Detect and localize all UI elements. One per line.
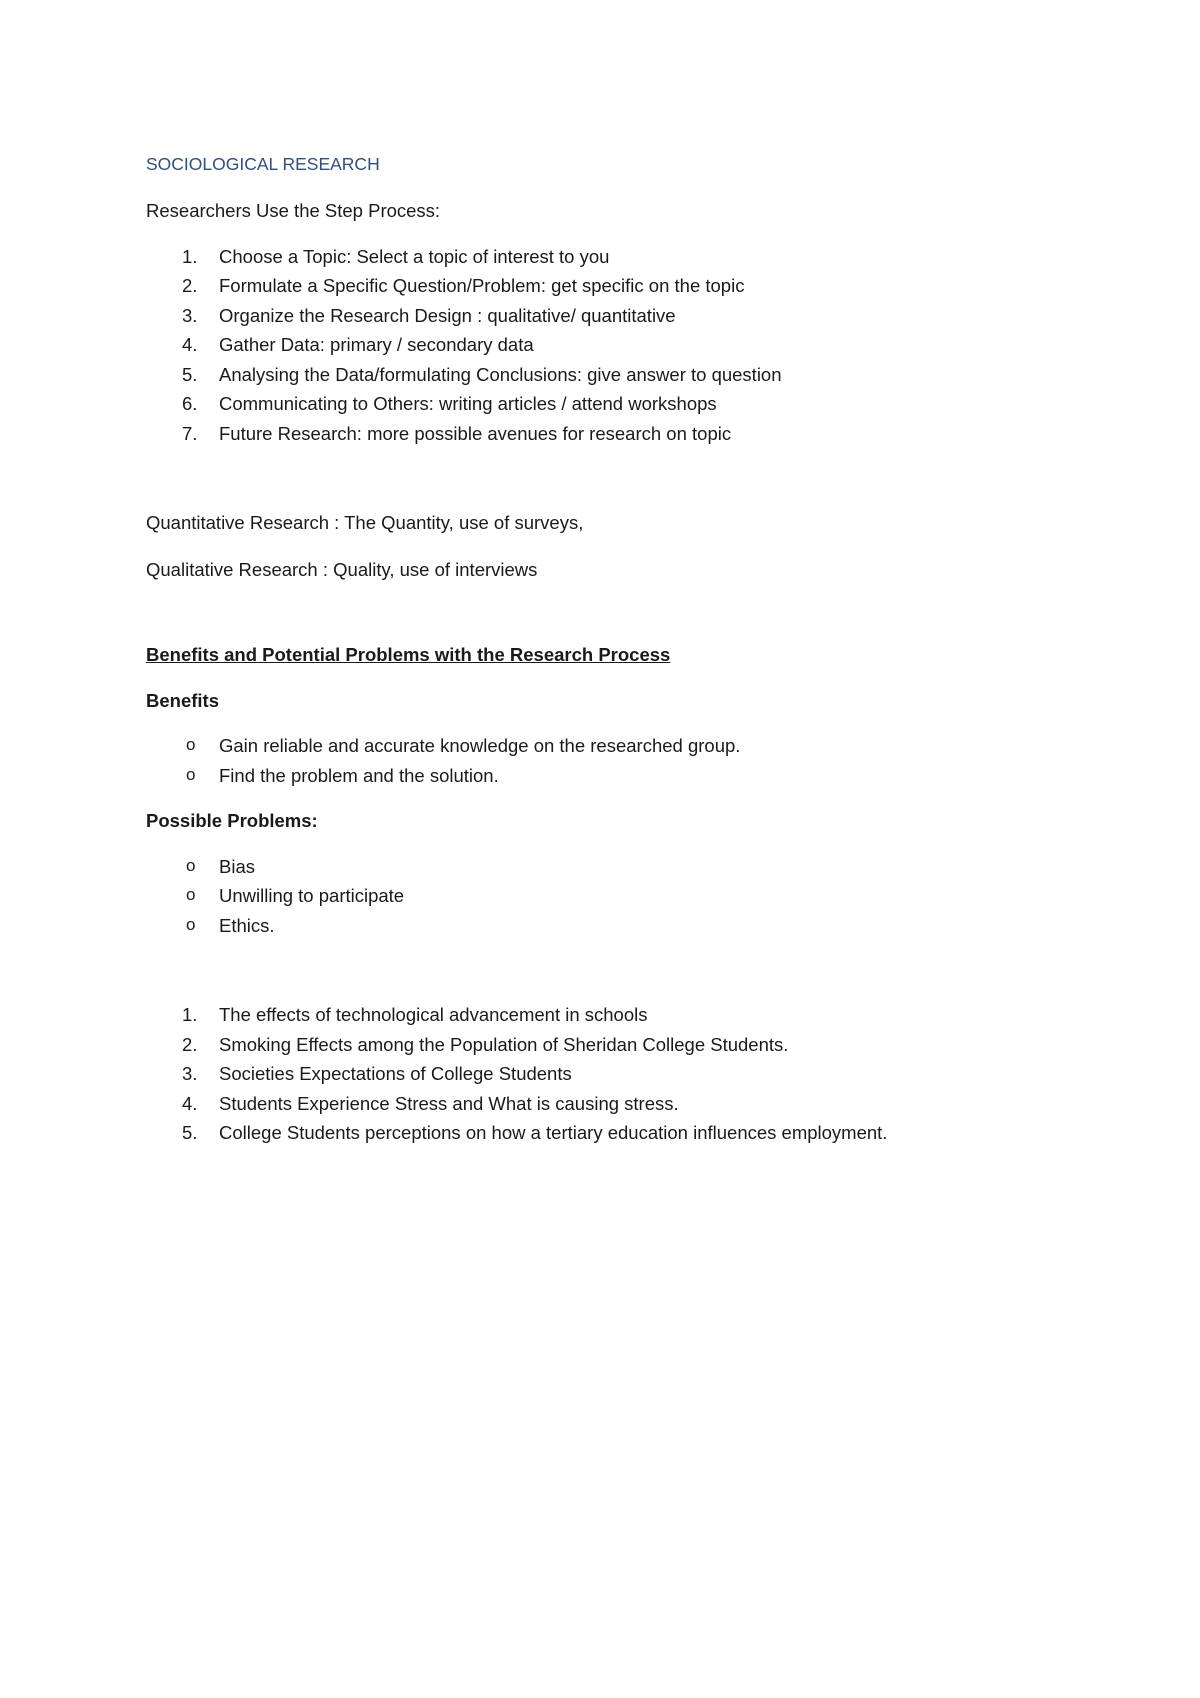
list-text: Gain reliable and accurate knowledge on the researched group. — [219, 735, 741, 756]
list-text: The effects of technological advancement in schools — [219, 1004, 648, 1025]
list-number: 5. — [182, 363, 198, 385]
list-text: Analysing the Data/formulating Conclusions: give answer to question — [219, 363, 782, 385]
list-text: Ethics. — [219, 914, 275, 936]
qualitative-definition: Qualitative Research : Quality, use of interviews — [146, 558, 538, 580]
list-text: Societies Expectations of College Students — [219, 1063, 572, 1084]
list-item — [146, 389, 1046, 419]
list-item — [146, 271, 1046, 301]
list-text: Bias — [219, 855, 255, 877]
list-item — [146, 1089, 1046, 1119]
list-item — [146, 242, 1046, 272]
list-item — [146, 1118, 1046, 1148]
list-item — [146, 731, 1046, 761]
list-text: Formulate a Specific Question/Problem: get specific on the topic — [219, 275, 745, 296]
list-text: Choose a Topic: Select a topic of interest to you — [219, 245, 610, 267]
problems-list — [146, 852, 1046, 941]
list-item — [146, 419, 1046, 449]
step-process-list — [146, 242, 1046, 449]
list-number: 4. — [182, 1092, 198, 1114]
list-item — [146, 852, 1046, 882]
benefits-heading: Benefits — [146, 689, 219, 711]
research-topics-list — [146, 1000, 1046, 1148]
list-item — [146, 301, 1046, 331]
list-number: 6. — [182, 393, 198, 414]
bullet-icon: o — [186, 914, 196, 934]
list-text: College Students perceptions on how a tertiary education influences employment. — [219, 1122, 888, 1143]
list-text: Communicating to Others: writing articles / attend workshops — [219, 393, 717, 414]
bullet-icon: o — [186, 855, 196, 875]
document-body — [146, 150, 1046, 1148]
bullet-icon: o — [186, 885, 196, 904]
bullet-icon: o — [186, 735, 196, 754]
list-number: 1. — [182, 245, 198, 267]
list-number: 7. — [182, 422, 198, 444]
list-item — [146, 1030, 1046, 1060]
list-text: Gather Data: primary / secondary data — [219, 334, 534, 355]
list-item — [146, 761, 1046, 791]
list-number: 1. — [182, 1004, 198, 1025]
list-text: Students Experience Stress and What is causing stress. — [219, 1092, 679, 1114]
list-number: 3. — [182, 1063, 198, 1084]
list-item — [146, 1000, 1046, 1030]
list-item — [146, 330, 1046, 360]
quantitative-definition: Quantitative Research : The Quantity, use of surveys, — [146, 512, 584, 533]
list-number: 2. — [182, 1033, 198, 1055]
list-text: Organize the Research Design : qualitative/ quantitative — [219, 304, 676, 326]
list-text: Unwilling to participate — [219, 885, 405, 906]
list-number: 2. — [182, 275, 198, 296]
list-item — [146, 881, 1046, 911]
list-text: Smoking Effects among the Population of Sheridan College Students. — [219, 1033, 789, 1055]
list-text: Find the problem and the solution. — [219, 764, 499, 786]
list-item — [146, 360, 1046, 390]
list-item — [146, 1059, 1046, 1089]
list-number: 3. — [182, 304, 198, 326]
list-number: 5. — [182, 1122, 198, 1143]
list-item — [146, 911, 1046, 941]
list-number: 4. — [182, 334, 198, 355]
benefits-list — [146, 731, 1046, 790]
intro-text: Researchers Use the Step Process: — [146, 200, 441, 221]
problems-heading: Possible Problems: — [146, 810, 318, 831]
section-heading: Benefits and Potential Problems with the Research Process — [146, 644, 671, 665]
bullet-icon: o — [186, 764, 196, 784]
list-text: Future Research: more possible avenues for research on topic — [219, 422, 732, 444]
document-title: SOCIOLOGICAL RESEARCH — [146, 154, 380, 174]
